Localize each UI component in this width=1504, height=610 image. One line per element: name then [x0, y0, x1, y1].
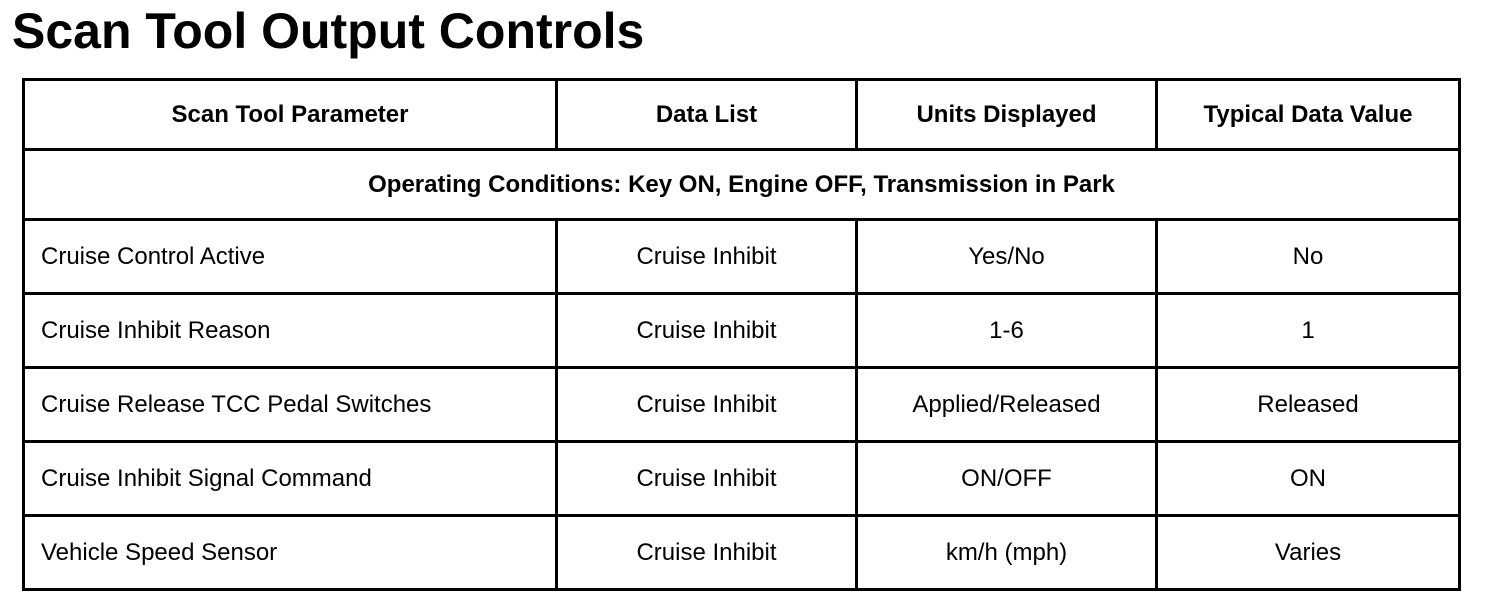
cell-data-list: Cruise Inhibit: [557, 294, 857, 368]
operating-conditions: Operating Conditions: Key ON, Engine OFF, Transmission in Park: [24, 150, 1460, 220]
cell-parameter: Cruise Inhibit Signal Command: [24, 442, 557, 516]
cell-units: ON/OFF: [857, 442, 1157, 516]
header-data-list: Data List: [557, 80, 857, 150]
cell-parameter: Cruise Release TCC Pedal Switches: [24, 368, 557, 442]
table-row: [24, 220, 1460, 294]
table-row: [24, 368, 1460, 442]
cell-typical-value: ON: [1157, 442, 1460, 516]
cell-typical-value: No: [1157, 220, 1460, 294]
page-title: Scan Tool Output Controls: [12, 3, 645, 59]
cell-parameter: Cruise Control Active: [24, 220, 557, 294]
cell-units: 1-6: [857, 294, 1157, 368]
cell-parameter: Cruise Inhibit Reason: [24, 294, 557, 368]
cell-data-list: Cruise Inhibit: [557, 516, 857, 590]
cell-typical-value: Released: [1157, 368, 1460, 442]
cell-typical-value: 1: [1157, 294, 1460, 368]
cell-units: km/h (mph): [857, 516, 1157, 590]
table-row: [24, 516, 1460, 590]
header-units-displayed: Units Displayed: [857, 80, 1157, 150]
cell-units: Applied/Released: [857, 368, 1157, 442]
header-scan-tool-parameter: Scan Tool Parameter: [24, 80, 557, 150]
scan-tool-output-table: [22, 78, 1461, 591]
cell-parameter: Vehicle Speed Sensor: [24, 516, 557, 590]
cell-data-list: Cruise Inhibit: [557, 220, 857, 294]
table-row: [24, 294, 1460, 368]
header-typical-data-value: Typical Data Value: [1157, 80, 1460, 150]
section-row: [24, 150, 1460, 220]
cell-data-list: Cruise Inhibit: [557, 442, 857, 516]
cell-data-list: Cruise Inhibit: [557, 368, 857, 442]
cell-units: Yes/No: [857, 220, 1157, 294]
cell-typical-value: Varies: [1157, 516, 1460, 590]
table-header-row: [24, 80, 1460, 150]
table-row: [24, 442, 1460, 516]
